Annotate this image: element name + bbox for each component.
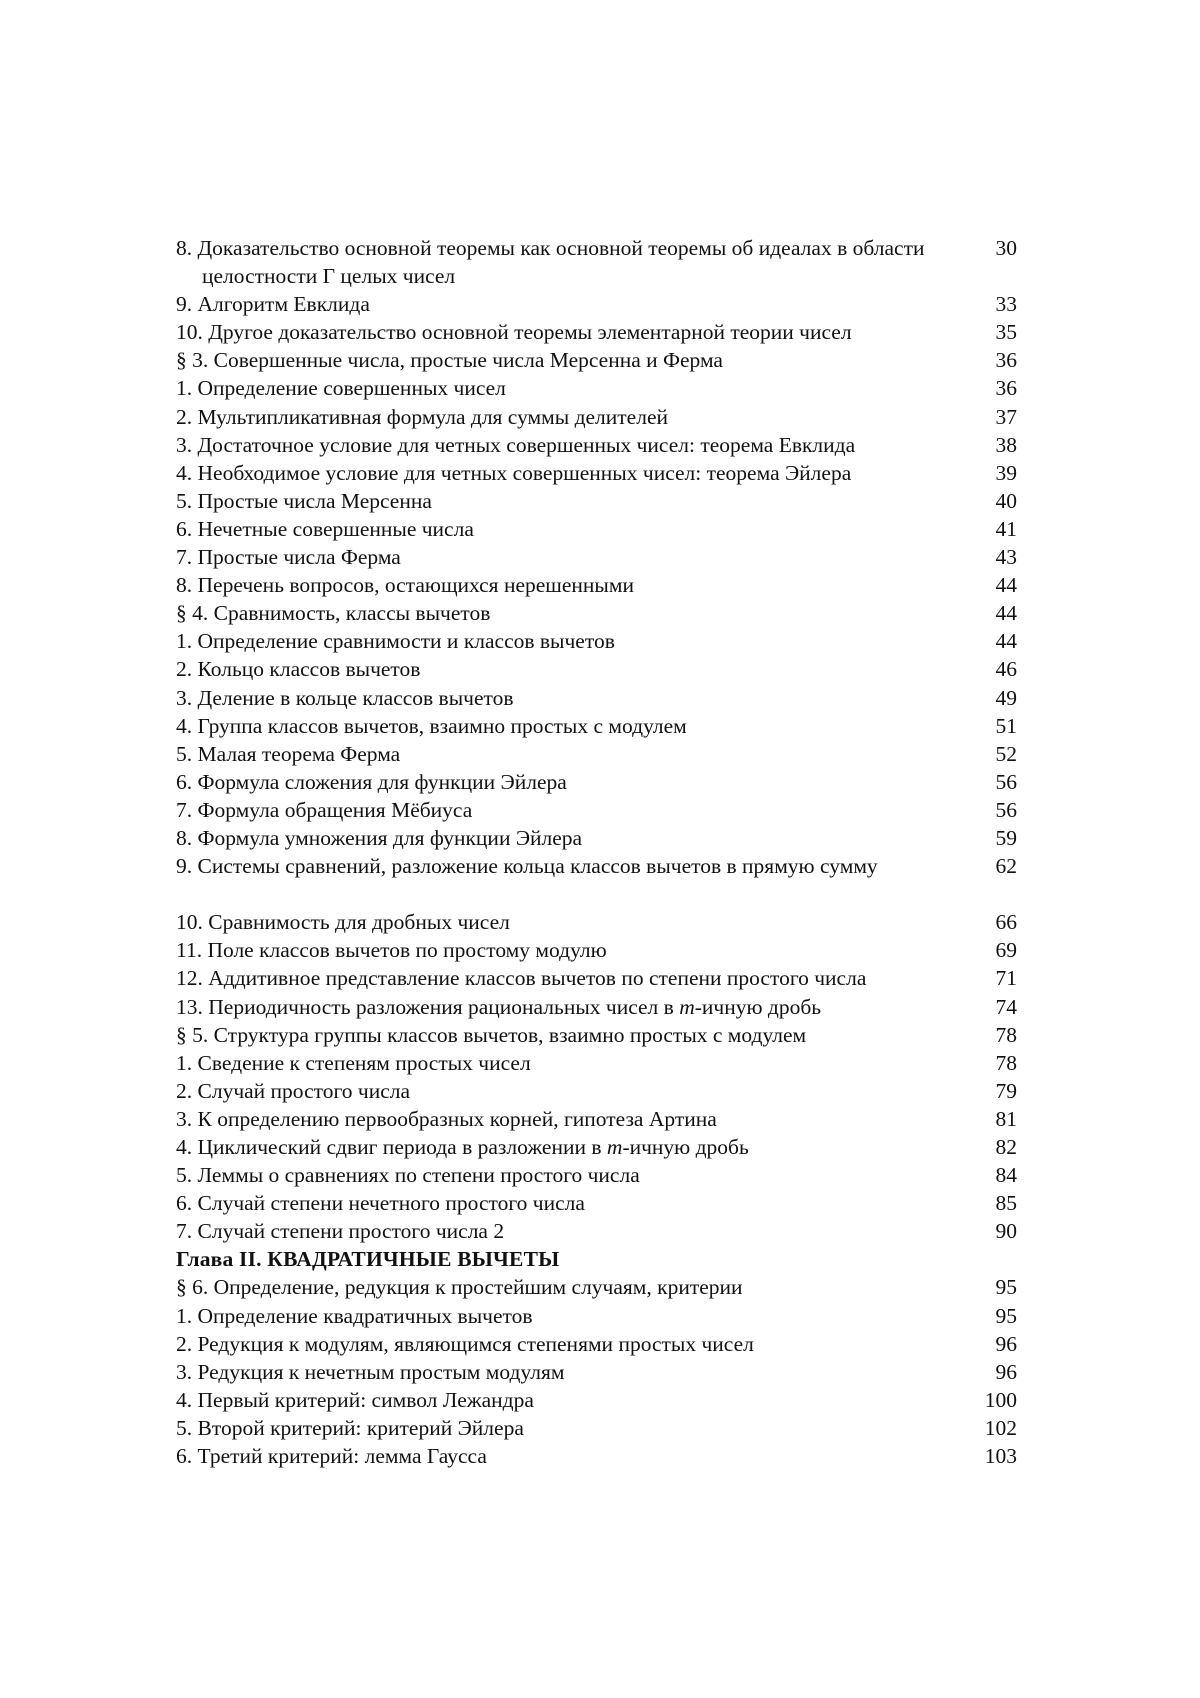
toc-entry-title: 8. Доказательство основной теоремы как основной теоремы об идеалах в области целостности Г целых чисел (176, 236, 925, 289)
toc-entry-page: 95 (995, 1303, 1017, 1328)
toc-entry-title: § 6. Определение, редукция к простейшим случаям, критерии (176, 1275, 743, 1300)
toc-entry (0, 1077, 1200, 1105)
toc-entry-title: 1. Определение квадратичных вычетов (176, 1303, 533, 1328)
toc-entry-page: 85 (995, 1191, 1017, 1216)
toc-entry (0, 993, 1200, 1021)
toc-entry-page: 40 (995, 488, 1017, 513)
toc-entry-page: 82 (995, 1135, 1017, 1159)
toc-entry-page: 41 (995, 516, 1017, 541)
toc-entry-page: 52 (995, 741, 1017, 766)
toc-entry-title: § 3. Совершенные числа, простые числа Мерсенна и Ферма (176, 348, 723, 373)
toc-entry-title: 4. Первый критерий: символ Лежандра (176, 1387, 534, 1412)
toc-entry (0, 1358, 1200, 1386)
toc-entry-page: 66 (995, 910, 1017, 935)
toc-entry (0, 487, 1200, 515)
toc-entry-page: 84 (995, 1163, 1017, 1188)
toc-entry (0, 1414, 1200, 1442)
toc-entry-page: 69 (995, 938, 1017, 963)
toc-entry-title: 6. Третий критерий: лемма Гаусса (176, 1444, 487, 1469)
toc-entry-title: 1. Сведение к степеням простых чисел (176, 1050, 531, 1075)
toc-entry (0, 1273, 1200, 1301)
toc-entry-page: 74 (995, 994, 1017, 1019)
toc-entry-title: 3. Редукция к нечетным простым модулям (176, 1359, 565, 1384)
toc-entry-title: 1. Определение сравнимости и классов вычетов (176, 629, 615, 654)
toc-entry (0, 1330, 1200, 1358)
toc-entry (0, 1386, 1200, 1414)
toc-entry-page: 79 (995, 1078, 1017, 1103)
toc-entry (0, 740, 1200, 768)
toc-entry-page: 38 (995, 432, 1017, 457)
toc-entry-page: 96 (995, 1359, 1017, 1384)
toc-entry (0, 852, 1200, 908)
toc-entry-page: 44 (995, 629, 1017, 654)
toc-entry-page: 96 (995, 1331, 1017, 1356)
toc-entry (0, 459, 1200, 487)
toc-entry-page: 56 (995, 797, 1017, 822)
toc-entry-page: 36 (995, 376, 1017, 401)
toc-entry-title: 8. Перечень вопросов, остающихся нерешенными (176, 573, 634, 598)
toc-entry-title: 2. Мультипликативная формула для суммы делителей (176, 404, 669, 429)
toc-entry-page: 44 (995, 601, 1017, 626)
toc-entry-title: 1. Определение совершенных чисел (176, 376, 506, 401)
toc-entry (0, 515, 1200, 543)
toc-entry (0, 1133, 1200, 1161)
toc-entry (0, 1189, 1200, 1217)
toc-entry (0, 655, 1200, 683)
toc-entry-page: 33 (995, 292, 1017, 317)
toc-entry (0, 768, 1200, 796)
toc-entry (0, 290, 1200, 318)
toc-entry (0, 1021, 1200, 1049)
toc-entry (0, 1302, 1200, 1330)
toc-entry-page: 46 (995, 657, 1017, 682)
toc-entry-title: 11. Поле классов вычетов по простому модулю (176, 938, 607, 963)
toc-entry-page: 62 (995, 854, 1017, 879)
table-of-contents (0, 234, 1200, 1470)
toc-entry-page: 39 (995, 460, 1017, 485)
toc-entry-title: 7. Простые числа Ферма (176, 545, 401, 570)
toc-entry-page: 44 (995, 573, 1017, 598)
toc-entry-title: 5. Простые числа Мерсенна (176, 488, 432, 513)
toc-entry-title: Глава II. КВАДРАТИЧНЫЕ ВЫЧЕТЫ (176, 1247, 560, 1272)
toc-entry-page: 51 (995, 713, 1017, 738)
toc-entry (0, 1105, 1200, 1133)
toc-entry-title: 4. Циклический сдвиг периода в разложении в m-ичную дробь (176, 1135, 749, 1159)
toc-entry (0, 374, 1200, 402)
toc-entry-title: 3. Деление в кольце классов вычетов (176, 685, 514, 710)
toc-entry-page: 30 (995, 236, 1017, 260)
toc-entry (0, 571, 1200, 599)
toc-entry (0, 1049, 1200, 1077)
toc-entry (0, 964, 1200, 992)
toc-entry (0, 824, 1200, 852)
toc-entry (0, 936, 1200, 964)
toc-entry (0, 599, 1200, 627)
toc-entry-page: 35 (995, 320, 1017, 345)
toc-entry-page: 90 (995, 1219, 1017, 1244)
toc-entry (0, 796, 1200, 824)
toc-entry (0, 318, 1200, 346)
toc-entry (0, 346, 1200, 374)
toc-entry (0, 627, 1200, 655)
toc-entry-page: 59 (995, 825, 1017, 850)
toc-entry-title: 12. Аддитивное представление классов вычетов по степени простого числа (176, 966, 867, 991)
toc-entry-title: 7. Случай степени простого числа 2 (176, 1219, 505, 1244)
toc-entry-title: 9. Алгоритм Евклида (176, 292, 370, 317)
toc-entry (0, 684, 1200, 712)
toc-entry (0, 431, 1200, 459)
toc-entry-title: 4. Необходимое условие для четных совершенных чисел: теорема Эйлера (176, 460, 852, 485)
toc-entry (0, 1442, 1200, 1470)
toc-entry-title: 3. Достаточное условие для четных совершенных чисел: теорема Евклида (176, 432, 856, 457)
toc-entry-page: 95 (995, 1275, 1017, 1300)
toc-entry (0, 543, 1200, 571)
toc-entry-page: 78 (995, 1050, 1017, 1075)
toc-entry-page: 43 (995, 545, 1017, 570)
chapter-heading (0, 1245, 1200, 1273)
toc-entry-title: 5. Малая теорема Ферма (176, 741, 401, 766)
toc-entry-page: 36 (995, 348, 1017, 373)
toc-entry-page: 37 (995, 404, 1017, 429)
toc-entry-title: 3. К определению первообразных корней, гипотеза Артина (176, 1106, 717, 1131)
toc-entry-title: 2. Кольцо классов вычетов (176, 657, 421, 682)
toc-entry (0, 403, 1200, 431)
toc-entry-page: 71 (995, 966, 1017, 991)
toc-entry-title: § 4. Сравнимость, классы вычетов (176, 601, 491, 626)
toc-entry (0, 908, 1200, 936)
toc-entry-page: 100 (984, 1387, 1017, 1412)
toc-entry-title: 13. Периодичность разложения рациональных чисел в m-ичную дробь (176, 994, 822, 1019)
toc-entry-page: 49 (995, 685, 1017, 710)
toc-entry-page: 56 (995, 769, 1017, 794)
toc-entry-title: 6. Случай степени нечетного простого числа (176, 1191, 585, 1216)
toc-entry-title: 6. Формула сложения для функции Эйлера (176, 769, 567, 794)
toc-entry-title: 2. Редукция к модулям, являющимся степенями простых чисел (176, 1331, 754, 1356)
toc-entry-title: 5. Второй критерий: критерий Эйлера (176, 1415, 524, 1440)
toc-entry-title: 4. Группа классов вычетов, взаимно простых с модулем (176, 713, 687, 738)
toc-entry-title: 5. Леммы о сравнениях по степени простого числа (176, 1163, 640, 1188)
toc-entry-title: 10. Другое доказательство основной теоремы элементарной теории чисел (176, 320, 852, 345)
toc-entry-title: 6. Нечетные совершенные числа (176, 516, 474, 541)
toc-entry-page: 102 (984, 1415, 1017, 1440)
toc-entry-title: 2. Случай простого числа (176, 1078, 411, 1103)
toc-entry-title: § 5. Структура группы классов вычетов, взаимно простых с модулем (176, 1022, 807, 1047)
toc-entry-page: 103 (984, 1444, 1017, 1469)
toc-entry (0, 712, 1200, 740)
toc-entry-title: 9. Системы сравнений, разложение кольца классов вычетов в прямую сумму (176, 854, 878, 879)
toc-entry-page: 81 (995, 1106, 1017, 1131)
toc-entry-title: 8. Формула умножения для функции Эйлера (176, 825, 583, 850)
toc-entry (0, 1161, 1200, 1189)
toc-entry-page: 78 (995, 1022, 1017, 1047)
toc-entry (0, 1217, 1200, 1245)
toc-entry (0, 234, 1200, 290)
toc-entry-title: 10. Сравнимость для дробных чисел (176, 910, 510, 935)
toc-entry-title: 7. Формула обращения Мёбиуса (176, 797, 473, 822)
